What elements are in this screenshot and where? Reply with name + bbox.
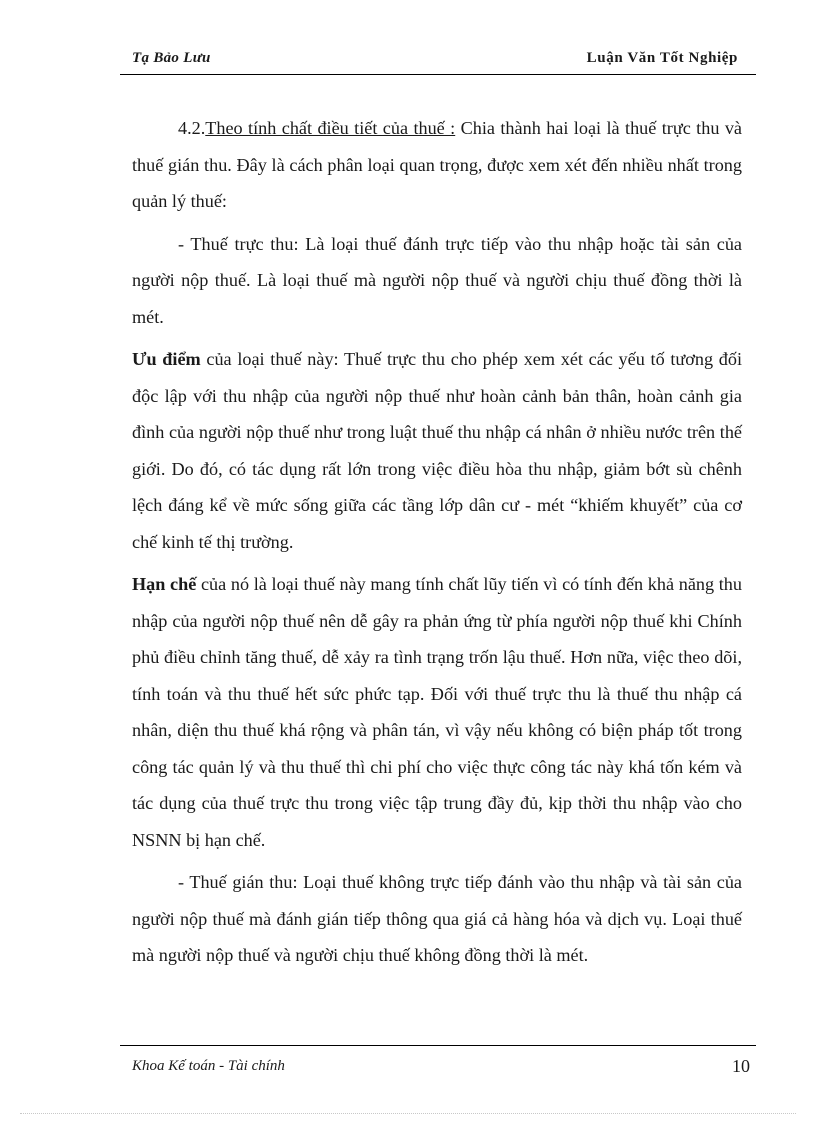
page-body [132, 110, 742, 980]
advantages-label: Ưu điểm [132, 349, 201, 369]
page-edge-divider [20, 1113, 796, 1114]
paragraph-indirect-tax: - Thuế gián thu: Loại thuế không trực tiếp đánh vào thu nhập và tài sản của người nộp thuế mà đánh gián tiếp thông qua giá cả hàng hóa và dịch vụ. Loại thuế mà người nộp thuế và người chịu thuế không đồng thời là mét. [132, 872, 742, 965]
page-header [120, 46, 756, 75]
paragraph-advantages [132, 341, 742, 560]
paragraph-text: Chia thành hai loại là thuế trực thu và thuế gián thu. Đây là cách phân loại quan trọng, được xem xét đến nhiều nhất trong quản lý thuế: [132, 118, 742, 211]
paragraph-text: của loại thuế này: Thuế trực thu cho phép xem xét các yếu tố tương đối độc lập với thu nhập của người nộp thuế như hoàn cảnh bản thân, hoàn cảnh gia đình của người nộp thuế như trong luật thuế thu nhập cá nhân ở nhiều nước trên thế giới. Do đó, có tác dụng rất lớn trong việc điều hòa thu nhập, giảm bớt sù chênh lệch đáng kể về mức sống giữa các tầng lớp dân cư - mét “khiếm khuyết” của cơ chế kinh tế thị trường. [132, 349, 743, 552]
paragraph-section-4-2 [132, 110, 742, 220]
paragraph-direct-tax: - Thuế trực thu: Là loại thuế đánh trực tiếp vào thu nhập hoặc tài sản của người nộp thuế. Là loại thuế mà người nộp thuế và người chịu thuế đồng thời là mét. [132, 233, 742, 327]
section-number: 4.2. [178, 118, 206, 138]
page-footer [120, 1045, 756, 1092]
limitations-label: Hạn chế [132, 574, 197, 594]
paragraph-limitations [132, 566, 742, 858]
page-number: 10 [732, 1056, 750, 1076]
section-title: Theo tính chất điều tiết của thuế : [205, 118, 456, 138]
paragraph-text: của nó là loại thuế này mang tính chất lũy tiến vì có tính đến khả năng thu nhập của người nộp thuế nên dễ gây ra phản ứng từ phía người nộp thuế khi Chính phủ điều chỉnh tăng thuế, dễ xảy ra tình trạng trốn lậu thuế. Hơn nữa, việc theo dõi, tính toán và thu thuế hết sức phức tạp. Đối với thuế trực thu là thuế thu nhập cá nhân, diện thu thuế khá rộng và phân tán, vì vậy nếu không có biện pháp tốt trong công tác quản lý và thu thuế thì chi phí cho việc thực công tác này khá tốn kém và tác dụng của thuế trực thu trong việc tập trung đầy đủ, kịp thời thu nhập vào cho NSNN bị hạn chế. [132, 574, 742, 850]
header-doc-type: Luận Văn Tốt Nghiệp [586, 50, 738, 66]
header-author: Tạ Bảo Lưu [132, 50, 211, 66]
footer-department: Khoa Kế toán - Tài chính [132, 1058, 285, 1074]
